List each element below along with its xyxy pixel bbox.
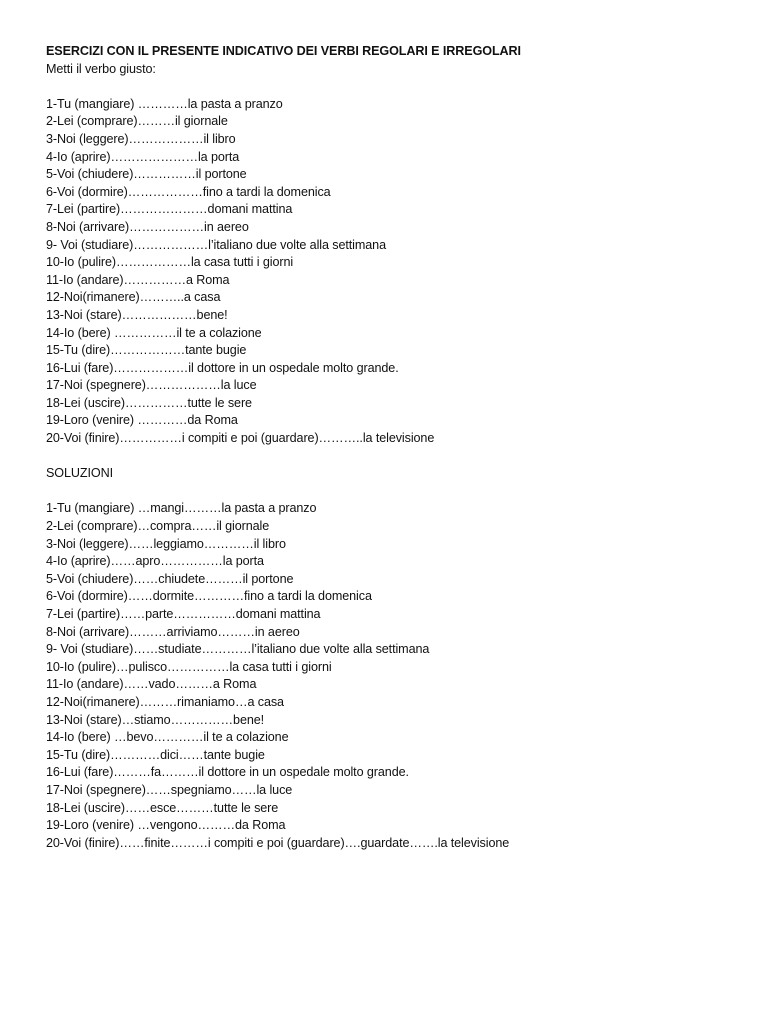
solution-item: 3-Noi (leggere)……leggiamo…………il libro — [46, 536, 286, 551]
exercise-item: 19-Loro (venire) …………da Roma — [46, 413, 238, 428]
solution-item: 10-Io (pulire)…pulisco……………la casa tutti i giorni — [46, 659, 332, 674]
exercise-item: 13-Noi (stare)………………bene! — [46, 307, 228, 322]
solution-item: 12-Noi(rimanere)………rimaniamo…a casa — [46, 694, 284, 709]
solution-item: 7-Lei (partire)……parte……………domani mattina — [46, 607, 321, 621]
solution-item: 17-Noi (spegnere)……spegniamo……la luce — [46, 782, 293, 797]
solution-item: 15-Tu (dire)…………dici……tante bugie — [46, 747, 265, 762]
instruction: Metti il verbo giusto: — [46, 61, 156, 76]
solution-item: 20-Voi (finire)……finite………i compiti e poi (guardare)….guardate…….la televisione — [46, 835, 510, 850]
exercise-item: 5-Voi (chiudere)……………il portone — [46, 167, 247, 182]
solutions-heading: SOLUZIONI — [46, 466, 113, 481]
exercise-item: 9- Voi (studiare)………………l’italiano due volte alla settimana — [46, 237, 386, 252]
solution-item: 4-Io (aprire)……apro……………la porta — [46, 554, 264, 569]
solution-item: 6-Voi (dormire)……dormite…………fino a tardi la domenica — [46, 589, 372, 604]
solution-item: 19-Loro (venire) …vengono………da Roma — [46, 818, 286, 833]
exercise-item: 7-Lei (partire)…………………domani mattina — [46, 202, 293, 217]
solution-item: 8-Noi (arrivare)………arriviamo………in aereo — [46, 624, 300, 639]
exercise-item: 4-Io (aprire)…………………la porta — [46, 149, 240, 164]
solution-list — [46, 500, 746, 852]
exercise-item: 20-Voi (finire)……………i compiti e poi (guardare)………..la televisione — [46, 431, 435, 446]
exercise-item: 11-Io (andare)……………a Roma — [46, 272, 230, 287]
exercise-item: 15-Tu (dire)………………tante bugie — [46, 343, 247, 358]
solution-item: 18-Lei (uscire)……esce………tutte le sere — [46, 800, 279, 815]
exercise-item: 1-Tu (mangiare) …………la pasta a pranzo — [46, 96, 283, 111]
document-page — [46, 43, 746, 852]
solution-item: 14-Io (bere) …bevo…………il te a colazione — [46, 730, 289, 745]
exercise-item: 16-Lui (fare)………………il dottore in un ospedale molto grande. — [46, 360, 399, 375]
exercise-item: 12-Noi(rimanere)………..a casa — [46, 290, 221, 305]
exercise-item: 6-Voi (dormire)………………fino a tardi la domenica — [46, 184, 331, 199]
exercise-item: 14-Io (bere) ……………il te a colazione — [46, 325, 262, 340]
exercise-item: 2-Lei (comprare)………il giornale — [46, 114, 228, 129]
solution-item: 5-Voi (chiudere)……chiudete………il portone — [46, 571, 294, 586]
exercise-list — [46, 96, 746, 448]
spacer — [46, 78, 746, 96]
spacer — [46, 448, 746, 466]
document-title: ESERCIZI CON IL PRESENTE INDICATIVO DEI VERBI REGOLARI E IRREGOLARI — [46, 44, 521, 58]
spacer — [46, 483, 746, 501]
solution-item: 13-Noi (stare)…stiamo……………bene! — [46, 712, 265, 727]
solution-item: 1-Tu (mangiare) …mangi………la pasta a pranzo — [46, 501, 317, 516]
exercise-item: 3-Noi (leggere)………………il libro — [46, 131, 236, 146]
solution-item: 9- Voi (studiare)……studiate…………l’italiano due volte alla settimana — [46, 642, 430, 657]
exercise-item: 17-Noi (spegnere)………………la luce — [46, 378, 257, 393]
exercise-item: 18-Lei (uscire)……………tutte le sere — [46, 395, 252, 410]
solution-item: 2-Lei (comprare)…compra……il giornale — [46, 519, 270, 534]
solution-item: 11-Io (andare)……vado………a Roma — [46, 677, 257, 692]
exercise-item: 8-Noi (arrivare)………………in aereo — [46, 219, 249, 234]
exercise-item: 10-Io (pulire)………………la casa tutti i giorni — [46, 255, 294, 270]
solution-item: 16-Lui (fare)………fa………il dottore in un ospedale molto grande. — [46, 765, 409, 780]
